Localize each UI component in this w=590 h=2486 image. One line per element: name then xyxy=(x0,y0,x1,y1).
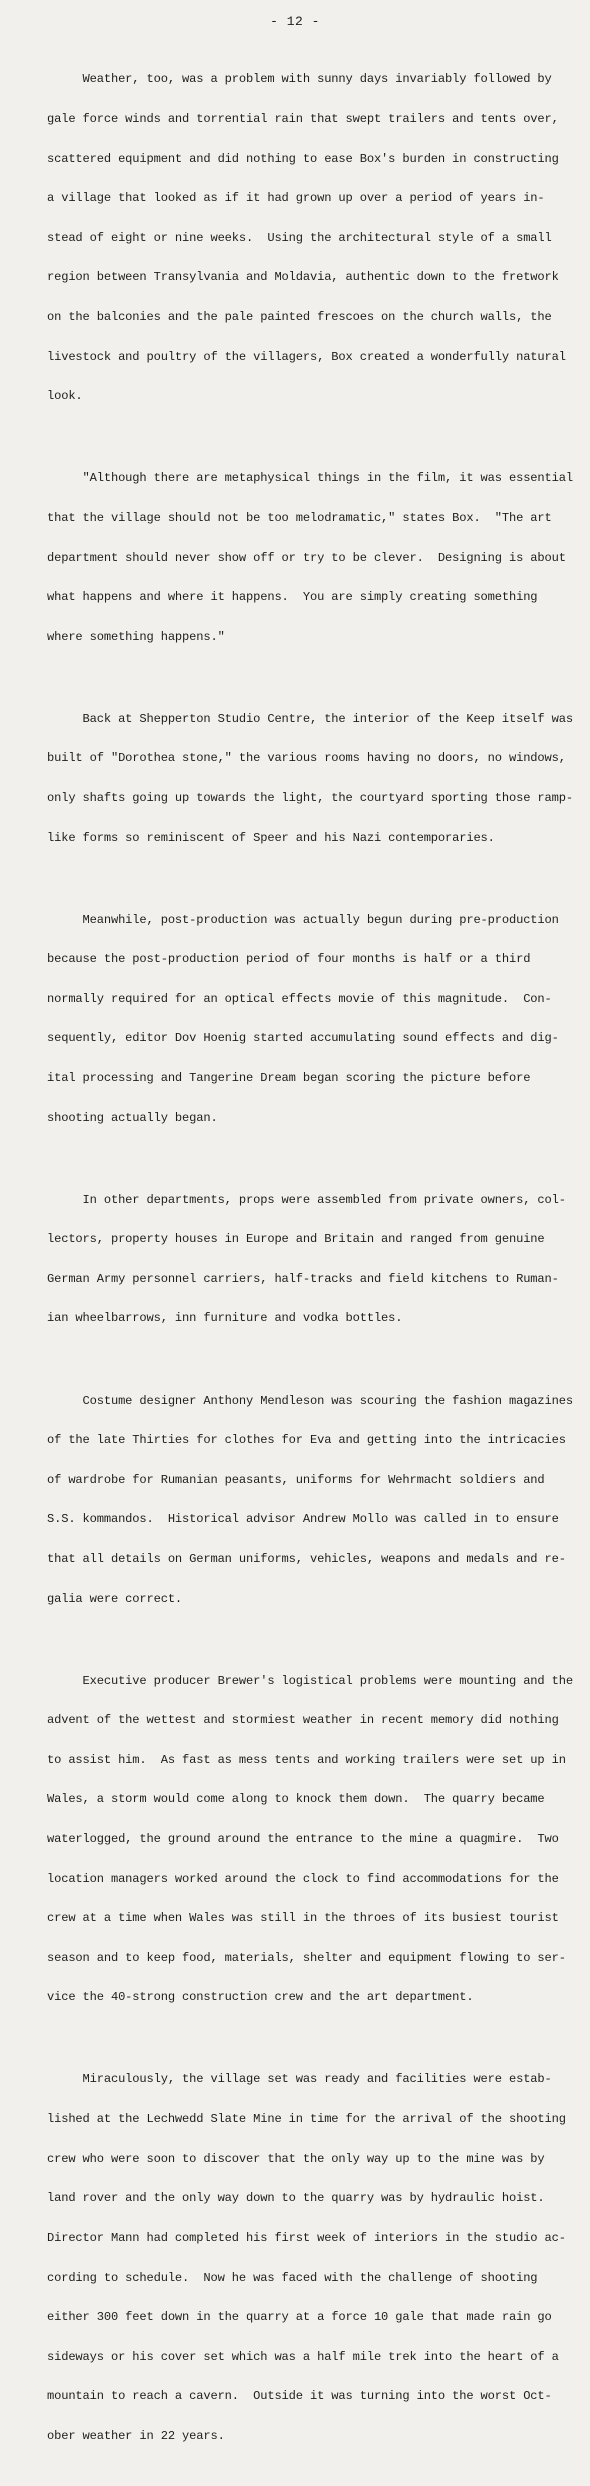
text-line: season and to keep food, materials, shelter and equipment flowing to ser- xyxy=(47,1950,566,1965)
paragraph-quote-box xyxy=(47,446,577,670)
text-line: of the late Thirties for clothes for Eva and getting into the intricacies xyxy=(47,1433,566,1448)
paragraph-shepperton xyxy=(47,686,577,871)
text-line: cording to schedule. Now he was faced with the challenge of shooting xyxy=(47,2270,538,2285)
text-line: Meanwhile, post-production was actually begun during pre-production xyxy=(47,912,559,927)
paragraph-post-production xyxy=(47,887,577,1151)
text-line: ital processing and Tangerine Dream began scoring the picture before xyxy=(47,1071,531,1086)
text-line: to assist him. As fast as mess tents and working trailers were set up in xyxy=(47,1752,566,1767)
text-line: Executive producer Brewer's logistical problems were mounting and the xyxy=(47,1673,573,1688)
text-line: what happens and where it happens. You are simply creating something xyxy=(47,590,538,605)
text-line: that the village should not be too melodramatic," states Box. "The art xyxy=(47,510,552,525)
text-line: German Army personnel carriers, half-tracks and field kitchens to Ruman- xyxy=(47,1271,559,1286)
text-line: In other departments, props were assembled from private owners, col- xyxy=(47,1192,566,1207)
text-line: location managers worked around the clock to find accommodations for the xyxy=(47,1871,559,1886)
text-line: only shafts going up towards the light, the courtyard sporting those ramp- xyxy=(47,790,573,805)
paragraph-costume xyxy=(47,1368,577,1632)
text-line: advent of the wettest and stormiest weather in recent memory did nothing xyxy=(47,1713,559,1728)
text-line: S.S. kommandos. Historical advisor Andrew Mollo was called in to ensure xyxy=(47,1512,559,1527)
text-line: ober weather in 22 years. xyxy=(47,2428,225,2443)
paragraph-logistics xyxy=(47,1648,577,2031)
text-line: of wardrobe for Rumanian peasants, uniforms for Wehrmacht soldiers and xyxy=(47,1472,545,1487)
text-line: lectors, property houses in Europe and Britain and ranged from genuine xyxy=(47,1232,545,1247)
text-line: Director Mann had completed his first week of interiors in the studio ac- xyxy=(47,2230,566,2245)
text-line: that all details on German uniforms, vehicles, weapons and medals and re- xyxy=(47,1551,566,1566)
text-line: sequently, editor Dov Hoenig started accumulating sound effects and dig- xyxy=(47,1031,559,1046)
page-body xyxy=(47,47,577,2486)
text-line: stead of eight or nine weeks. Using the architectural style of a small xyxy=(47,230,552,245)
text-line: normally required for an optical effects movie of this magnitude. Con- xyxy=(47,991,552,1006)
text-line: shooting actually began. xyxy=(47,1110,218,1125)
text-line: livestock and poultry of the villagers, Box created a wonderfully natural xyxy=(47,349,566,364)
paragraph-village-set xyxy=(47,2047,577,2470)
text-line: mountain to reach a cavern. Outside it was turning into the worst Oct- xyxy=(47,2389,552,2404)
text-line: land rover and the only way down to the quarry was by hydraulic hoist. xyxy=(47,2191,545,2206)
text-line: region between Transylvania and Moldavia, authentic down to the fretwork xyxy=(47,270,559,285)
text-line: galia were correct. xyxy=(47,1591,183,1606)
text-line: like forms so reminiscent of Speer and his Nazi contemporaries. xyxy=(47,830,495,845)
text-line: crew who were soon to discover that the only way up to the mine was by xyxy=(47,2151,545,2166)
paragraph-weather xyxy=(47,47,577,430)
text-line: where something happens." xyxy=(47,629,225,644)
text-line: ian wheelbarrows, inn furniture and vodka bottles. xyxy=(47,1311,403,1326)
text-line: Miraculously, the village set was ready and facilities were estab- xyxy=(47,2072,552,2087)
text-line: look. xyxy=(47,389,83,404)
text-line: waterlogged, the ground around the entrance to the mine a quagmire. Two xyxy=(47,1832,559,1846)
text-line: built of "Dorothea stone," the various rooms having no doors, no windows, xyxy=(47,751,566,766)
paragraph-props xyxy=(47,1167,577,1352)
text-line: on the balconies and the pale painted frescoes on the church walls, the xyxy=(47,310,552,325)
text-line: Costume designer Anthony Mendleson was scouring the fashion magazines xyxy=(47,1393,573,1408)
text-line: crew at a time when Wales was still in the throes of its busiest tourist xyxy=(47,1911,559,1926)
text-line: because the post-production period of four months is half or a third xyxy=(47,952,531,967)
page-number: - 12 - xyxy=(270,14,320,29)
text-line: Back at Shepperton Studio Centre, the interior of the Keep itself was xyxy=(47,711,573,726)
text-line: Wales, a storm would come along to knock them down. The quarry became xyxy=(47,1792,545,1807)
text-line: Weather, too, was a problem with sunny days invariably followed by xyxy=(47,72,552,87)
text-line: sideways or his cover set which was a half mile trek into the heart of a xyxy=(47,2349,559,2364)
text-line: gale force winds and torrential rain that swept trailers and tents over, xyxy=(47,112,559,127)
text-line: lished at the Lechwedd Slate Mine in time for the arrival of the shooting xyxy=(47,2112,566,2127)
text-line: "Although there are metaphysical things in the film, it was essential xyxy=(47,471,573,486)
text-line: either 300 feet down in the quarry at a force 10 gale that made rain go xyxy=(47,2310,552,2325)
text-line: vice the 40-strong construction crew and the art department. xyxy=(47,1990,474,2005)
text-line: a village that looked as if it had grown up over a period of years in- xyxy=(47,191,545,206)
text-line: department should never show off or try to be clever. Designing is about xyxy=(47,550,566,565)
text-line: scattered equipment and did nothing to ease Box's burden in constructing xyxy=(47,151,559,166)
